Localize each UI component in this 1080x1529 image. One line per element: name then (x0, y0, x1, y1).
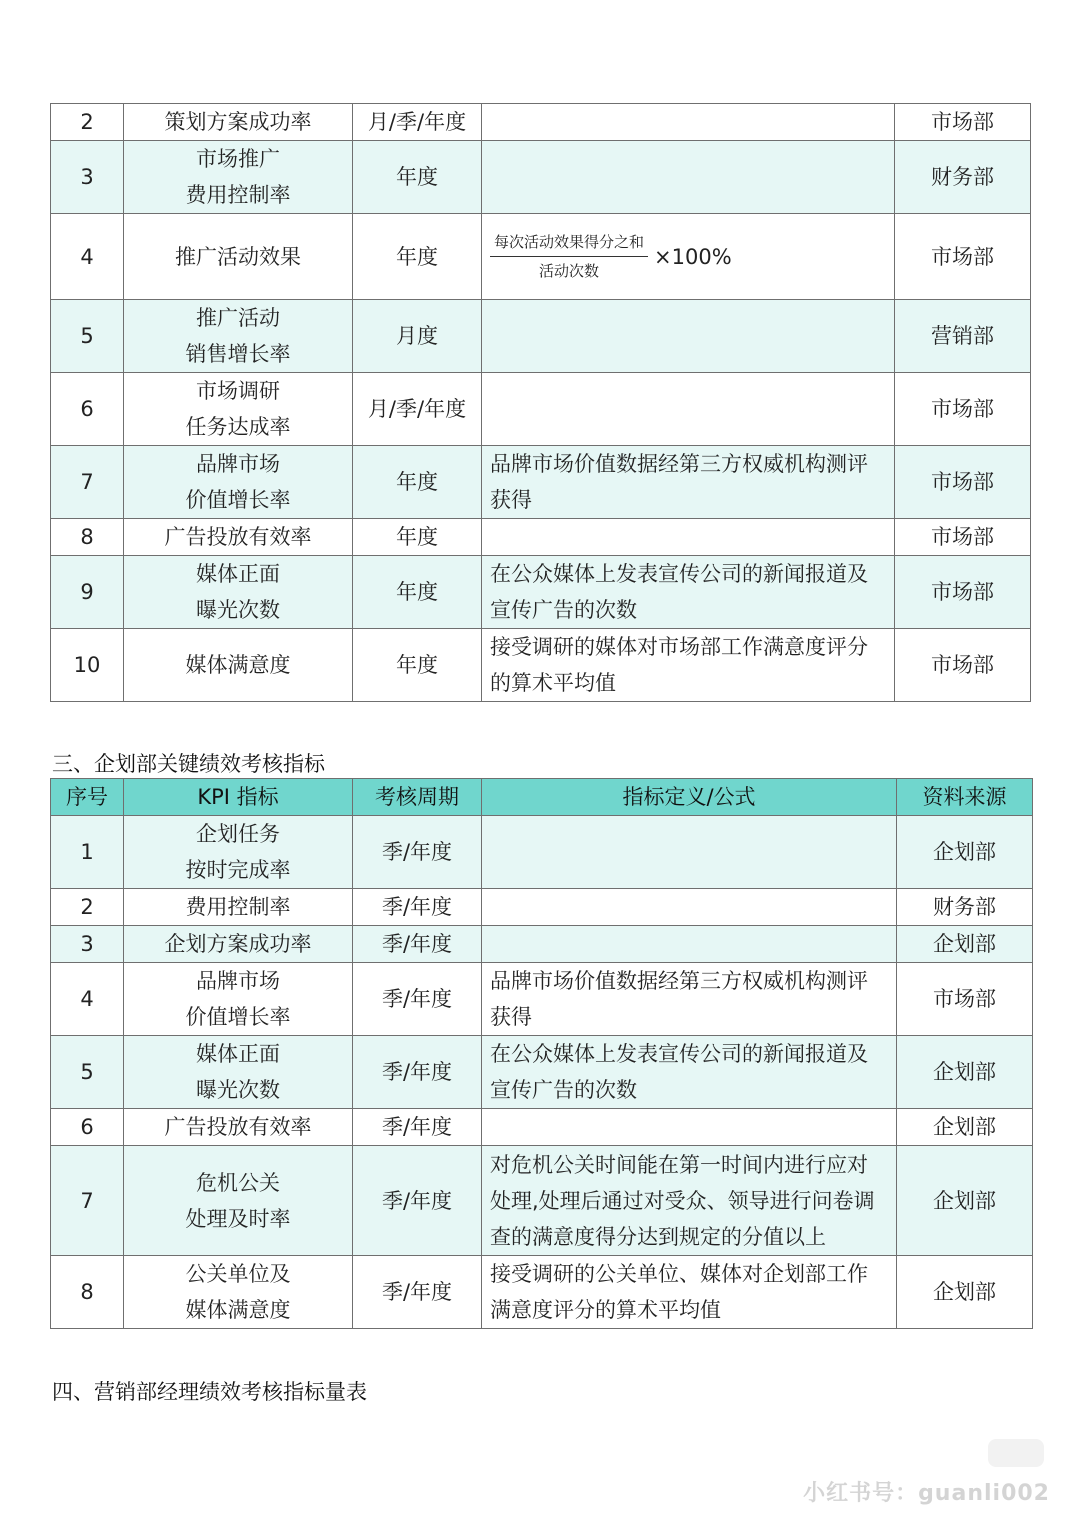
cell-definition (482, 373, 895, 446)
kpi-line: 公关单位及 (185, 1262, 291, 1286)
kpi-line: 媒体满意度 (185, 1298, 291, 1322)
cell-definition (482, 300, 895, 373)
cell-definition (482, 141, 895, 214)
table-row (51, 556, 1031, 629)
table-row (51, 926, 1033, 963)
table-row (51, 889, 1033, 926)
section-title-sales-manager: 四、营销部经理绩效考核指标量表 (52, 1380, 367, 1404)
cell-period: 年度 (353, 556, 482, 629)
cell-period: 年度 (353, 214, 482, 300)
definition-line: 满意度评分的算术平均值 (490, 1298, 721, 1322)
cell-source: 企划部 (897, 1109, 1033, 1146)
kpi-line: 处理及时率 (185, 1206, 291, 1231)
kpi-line: 品牌市场 (196, 969, 280, 993)
cell-definition (482, 556, 895, 629)
cell-definition (482, 214, 895, 300)
kpi-line: 曝光次数 (196, 1078, 280, 1102)
kpi-line: 任务达成率 (185, 415, 291, 439)
cell-source: 市场部 (895, 629, 1031, 702)
cell-kpi (124, 926, 353, 963)
table-row (51, 446, 1031, 519)
kpi-table-market-body (51, 104, 1031, 702)
definition-line: 查的满意度得分达到规定的分值以上 (490, 1224, 826, 1249)
cell-kpi (124, 373, 353, 446)
cell-no: 9 (51, 556, 124, 629)
cell-kpi (124, 629, 353, 702)
table-row (51, 214, 1031, 300)
header-definition: 指标定义/公式 (482, 779, 897, 816)
definition-line: 的算术平均值 (490, 671, 616, 695)
cell-no: 2 (51, 889, 124, 926)
cell-period: 月/季/年度 (353, 104, 482, 141)
cell-source: 财务部 (895, 141, 1031, 214)
definition-line: 处理,处理后通过对受众、领导进行问卷调 (490, 1188, 875, 1213)
kpi-line: 销售增长率 (185, 342, 291, 366)
cell-period: 季/年度 (353, 926, 482, 963)
definition-line: 接受调研的媒体对市场部工作满意度评分 (490, 635, 868, 659)
cell-no: 4 (51, 963, 124, 1036)
kpi-line: 媒体正面 (196, 1042, 280, 1066)
cell-no: 1 (51, 816, 124, 889)
header-source: 资料来源 (897, 779, 1033, 816)
definition-line: 宣传广告的次数 (490, 598, 637, 622)
header-kpi: KPI 指标 (124, 779, 353, 816)
definition-line: 对危机公关时间能在第一时间内进行应对 (490, 1152, 868, 1177)
definition-line: 品牌市场价值数据经第三方权威机构测评 (490, 452, 868, 476)
kpi-line: 曝光次数 (196, 598, 280, 622)
cell-source: 企划部 (897, 816, 1033, 889)
kpi-line: 价值增长率 (185, 488, 291, 512)
xiaohongshu-logo-icon (988, 1439, 1044, 1467)
cell-source: 企划部 (897, 1146, 1033, 1256)
cell-no: 3 (51, 141, 124, 214)
cell-kpi (124, 1146, 353, 1256)
cell-source: 市场部 (895, 214, 1031, 300)
section-title-planning: 三、企划部关键绩效考核指标 (52, 752, 325, 776)
cell-no: 7 (51, 1146, 124, 1256)
cell-no: 5 (51, 300, 124, 373)
kpi-line: 广告投放有效率 (164, 525, 312, 549)
table-row (51, 141, 1031, 214)
cell-source: 企划部 (897, 926, 1033, 963)
kpi-line: 推广活动 (196, 306, 280, 330)
table-row (51, 1109, 1033, 1146)
cell-no: 8 (51, 1256, 124, 1329)
cell-source: 市场部 (895, 373, 1031, 446)
kpi-line: 市场推广 (196, 147, 280, 171)
definition-line: 在公众媒体上发表宣传公司的新闻报道及 (490, 1042, 868, 1066)
kpi-table-planning (50, 778, 1033, 1329)
cell-kpi (124, 889, 353, 926)
cell-period: 月/季/年度 (353, 373, 482, 446)
cell-kpi (124, 1256, 353, 1329)
cell-no: 5 (51, 1036, 124, 1109)
cell-definition (482, 519, 895, 556)
formula-suffix: ×100% (654, 244, 732, 269)
header-period: 考核周期 (353, 779, 482, 816)
kpi-line: 广告投放有效率 (164, 1115, 312, 1139)
cell-period: 年度 (353, 519, 482, 556)
formula-numerator: 每次活动效果得分之和 (490, 232, 648, 257)
kpi-line: 媒体正面 (196, 562, 280, 586)
table-row (51, 1256, 1033, 1329)
cell-no: 2 (51, 104, 124, 141)
cell-definition (482, 1256, 897, 1329)
kpi-line: 市场调研 (196, 379, 280, 403)
cell-source: 企划部 (897, 1256, 1033, 1329)
kpi-line: 企划方案成功率 (164, 932, 312, 956)
cell-kpi (124, 1036, 353, 1109)
cell-definition (482, 104, 895, 141)
kpi-line: 按时完成率 (185, 858, 291, 882)
kpi-line: 费用控制率 (185, 183, 291, 207)
cell-no: 10 (51, 629, 124, 702)
cell-definition (482, 1109, 897, 1146)
cell-period: 季/年度 (353, 816, 482, 889)
definition-line: 获得 (490, 1005, 532, 1029)
table-row (51, 519, 1031, 556)
kpi-table-planning-header (51, 779, 1033, 816)
kpi-line: 费用控制率 (185, 895, 291, 919)
watermark: 小红书号：guanli002 (803, 1481, 1050, 1506)
header-no: 序号 (51, 779, 124, 816)
cell-definition (482, 629, 895, 702)
cell-period: 季/年度 (353, 1109, 482, 1146)
cell-definition (482, 889, 897, 926)
cell-kpi (124, 141, 353, 214)
cell-kpi (124, 519, 353, 556)
formula (490, 232, 886, 281)
cell-kpi (124, 446, 353, 519)
cell-definition (482, 926, 897, 963)
cell-definition (482, 963, 897, 1036)
kpi-line: 价值增长率 (185, 1005, 291, 1029)
cell-period: 季/年度 (353, 1036, 482, 1109)
cell-source: 市场部 (895, 446, 1031, 519)
table-row (51, 963, 1033, 1036)
cell-kpi (124, 556, 353, 629)
cell-source: 市场部 (895, 556, 1031, 629)
cell-no: 6 (51, 373, 124, 446)
cell-period: 季/年度 (353, 1146, 482, 1256)
cell-no: 3 (51, 926, 124, 963)
cell-period: 季/年度 (353, 1256, 482, 1329)
cell-definition (482, 816, 897, 889)
kpi-line: 品牌市场 (196, 452, 280, 476)
definition-line: 宣传广告的次数 (490, 1078, 637, 1102)
kpi-line: 企划任务 (196, 822, 280, 846)
kpi-table-market (50, 103, 1031, 702)
kpi-table-planning-body (51, 816, 1033, 1329)
cell-source: 财务部 (897, 889, 1033, 926)
cell-definition (482, 1036, 897, 1109)
cell-period: 季/年度 (353, 963, 482, 1036)
table-row (51, 104, 1031, 141)
table-row (51, 373, 1031, 446)
kpi-line: 策划方案成功率 (164, 110, 312, 134)
cell-kpi (124, 963, 353, 1036)
cell-period: 季/年度 (353, 889, 482, 926)
cell-period: 年度 (353, 141, 482, 214)
cell-period: 年度 (353, 629, 482, 702)
cell-no: 6 (51, 1109, 124, 1146)
table-row (51, 816, 1033, 889)
kpi-line: 媒体满意度 (185, 653, 291, 677)
definition-line: 品牌市场价值数据经第三方权威机构测评 (490, 969, 868, 993)
fraction (490, 232, 648, 281)
cell-kpi (124, 300, 353, 373)
definition-line: 接受调研的公关单位、媒体对企划部工作 (490, 1262, 868, 1286)
cell-kpi (124, 816, 353, 889)
definition-line: 获得 (490, 488, 532, 512)
cell-definition (482, 1146, 897, 1256)
kpi-line: 推广活动效果 (175, 244, 301, 269)
definition-line: 在公众媒体上发表宣传公司的新闻报道及 (490, 562, 868, 586)
cell-source: 市场部 (895, 104, 1031, 141)
cell-period: 月度 (353, 300, 482, 373)
cell-source: 市场部 (895, 519, 1031, 556)
cell-kpi (124, 104, 353, 141)
cell-period: 年度 (353, 446, 482, 519)
cell-kpi (124, 214, 353, 300)
table-row (51, 1036, 1033, 1109)
cell-kpi (124, 1109, 353, 1146)
formula-denominator: 活动次数 (539, 262, 600, 280)
cell-definition (482, 446, 895, 519)
table-row (51, 1146, 1033, 1256)
cell-source: 营销部 (895, 300, 1031, 373)
kpi-line: 危机公关 (196, 1170, 280, 1195)
table-row (51, 629, 1031, 702)
cell-no: 4 (51, 214, 124, 300)
cell-no: 8 (51, 519, 124, 556)
cell-source: 企划部 (897, 1036, 1033, 1109)
cell-no: 7 (51, 446, 124, 519)
cell-source: 市场部 (897, 963, 1033, 1036)
table-row (51, 300, 1031, 373)
